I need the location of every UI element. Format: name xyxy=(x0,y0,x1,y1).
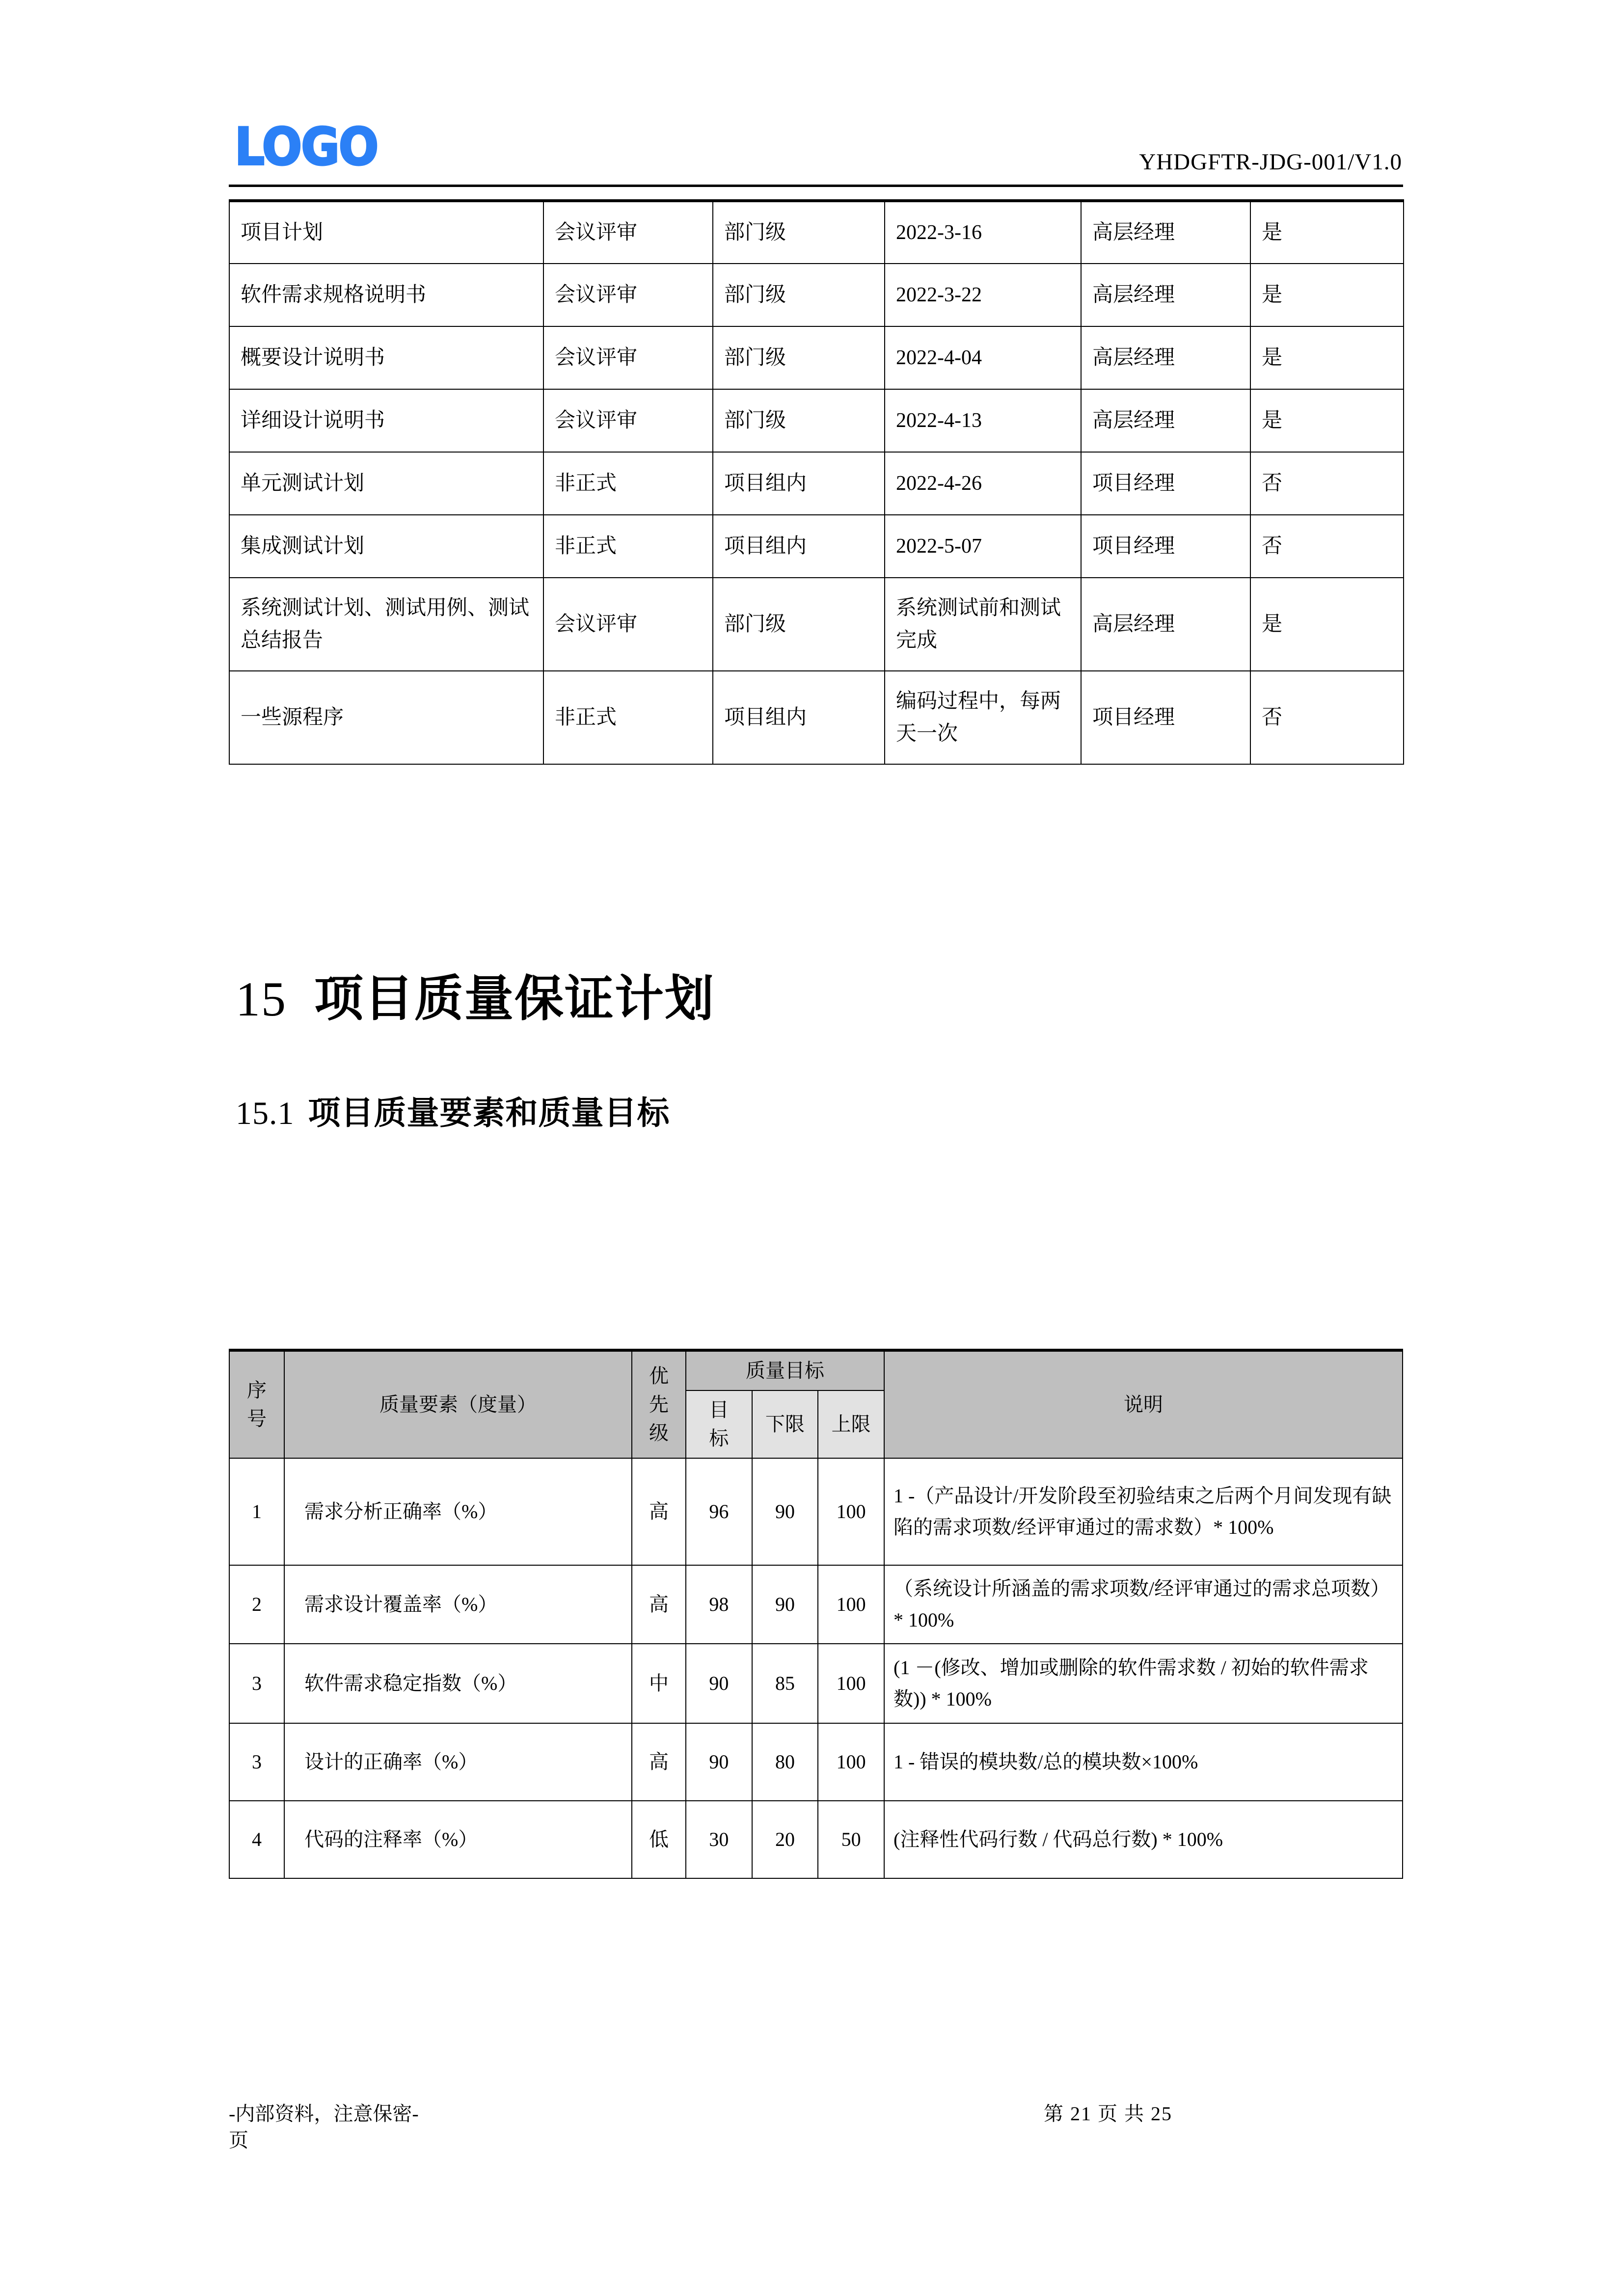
cell-deliverable: 系统测试计划、测试用例、测试总结报告 xyxy=(229,578,543,671)
cell-approver: 高层经理 xyxy=(1081,201,1250,264)
header-divider xyxy=(229,185,1403,187)
cell-required: 是 xyxy=(1250,389,1404,452)
cell-no: 3 xyxy=(229,1723,284,1801)
cell-deliverable: 软件需求规格说明书 xyxy=(229,264,543,326)
cell-required: 是 xyxy=(1250,578,1404,671)
table-row xyxy=(229,452,1404,515)
header-element: 质量要素（度量） xyxy=(284,1350,632,1458)
cell-review-type: 非正式 xyxy=(543,452,713,515)
cell-level: 项目组内 xyxy=(713,515,885,578)
cell-required: 否 xyxy=(1250,515,1404,578)
cell-required: 是 xyxy=(1250,201,1404,264)
table-row xyxy=(229,578,1404,671)
section-number: 15 xyxy=(236,972,287,1026)
cell-element: 软件需求稳定指数（%） xyxy=(284,1644,632,1723)
cell-review-type: 会议评审 xyxy=(543,326,713,389)
subsection-heading xyxy=(236,1095,670,1132)
table-row xyxy=(229,389,1404,452)
cell-approver: 高层经理 xyxy=(1081,326,1250,389)
cell-deliverable: 项目计划 xyxy=(229,201,543,264)
cell-approver: 项目经理 xyxy=(1081,452,1250,515)
cell-required: 是 xyxy=(1250,264,1404,326)
cell-description: (注释性代码行数 / 代码总行数) * 100% xyxy=(884,1801,1403,1878)
cell-date: 2022-3-22 xyxy=(885,264,1081,326)
table-row xyxy=(229,671,1404,764)
table-row xyxy=(229,1801,1403,1878)
header-target-line1: 目 xyxy=(709,1399,729,1421)
cell-lower: 90 xyxy=(752,1565,818,1644)
cell-review-type: 会议评审 xyxy=(543,264,713,326)
cell-lower: 85 xyxy=(752,1644,818,1723)
cell-lower: 20 xyxy=(752,1801,818,1878)
cell-target: 90 xyxy=(686,1723,752,1801)
cell-date: 2022-4-13 xyxy=(885,389,1081,452)
subsection-title: 项目质量要素和质量目标 xyxy=(308,1094,670,1132)
header-priority-line3: 级 xyxy=(649,1422,669,1444)
cell-level: 部门级 xyxy=(713,326,885,389)
header-no xyxy=(229,1350,284,1458)
cell-level: 部门级 xyxy=(713,201,885,264)
table-row xyxy=(229,1723,1403,1801)
cell-upper: 100 xyxy=(818,1565,884,1644)
header-description: 说明 xyxy=(884,1350,1403,1458)
cell-element: 需求设计覆盖率（%） xyxy=(284,1565,632,1644)
cell-review-type: 会议评审 xyxy=(543,389,713,452)
cell-deliverable: 详细设计说明书 xyxy=(229,389,543,452)
header-target xyxy=(686,1390,752,1458)
cell-deliverable: 集成测试计划 xyxy=(229,515,543,578)
header-no-line1: 序 xyxy=(247,1379,267,1401)
table-row xyxy=(229,201,1404,264)
cell-no: 2 xyxy=(229,1565,284,1644)
table-row xyxy=(229,326,1404,389)
cell-no: 3 xyxy=(229,1644,284,1723)
cell-approver: 项目经理 xyxy=(1081,515,1250,578)
header-no-line2: 号 xyxy=(247,1408,267,1430)
page-number: 第 21 页 共 25 xyxy=(1044,2103,1172,2125)
cell-no: 1 xyxy=(229,1458,284,1565)
table-header-row xyxy=(229,1350,1403,1390)
quality-metrics-table xyxy=(229,1349,1403,1879)
table-row xyxy=(229,264,1404,326)
cell-upper: 50 xyxy=(818,1801,884,1878)
cell-level: 部门级 xyxy=(713,389,885,452)
cell-approver: 高层经理 xyxy=(1081,578,1250,671)
cell-deliverable: 单元测试计划 xyxy=(229,452,543,515)
cell-date: 2022-3-16 xyxy=(885,201,1081,264)
cell-level: 部门级 xyxy=(713,578,885,671)
cell-target: 90 xyxy=(686,1644,752,1723)
cell-priority: 高 xyxy=(632,1723,686,1801)
cell-review-type: 会议评审 xyxy=(543,201,713,264)
company-logo: LOGO xyxy=(235,117,378,177)
cell-priority: 低 xyxy=(632,1801,686,1878)
document-id: YHDGFTR-JDG-001/V1.0 xyxy=(1139,149,1402,175)
cell-deliverable: 一些源程序 xyxy=(229,671,543,764)
cell-required: 否 xyxy=(1250,452,1404,515)
cell-level: 部门级 xyxy=(713,264,885,326)
header-priority xyxy=(632,1350,686,1458)
cell-element: 代码的注释率（%） xyxy=(284,1801,632,1878)
cell-element: 设计的正确率（%） xyxy=(284,1723,632,1801)
cell-review-type: 会议评审 xyxy=(543,578,713,671)
cell-date: 系统测试前和测试完成 xyxy=(885,578,1081,671)
header-lower: 下限 xyxy=(752,1390,818,1458)
cell-lower: 80 xyxy=(752,1723,818,1801)
cell-description: （系统设计所涵盖的需求项数/经评审通过的需求总项数）* 100% xyxy=(884,1565,1403,1644)
cell-deliverable: 概要设计说明书 xyxy=(229,326,543,389)
cell-target: 30 xyxy=(686,1801,752,1878)
cell-required: 否 xyxy=(1250,671,1404,764)
cell-description: 1 - 错误的模块数/总的模块数×100% xyxy=(884,1723,1403,1801)
header-priority-line1: 优 xyxy=(649,1365,669,1387)
cell-no: 4 xyxy=(229,1801,284,1878)
confidentiality-text: -内部资料，注意保密- xyxy=(229,2103,419,2125)
page-header xyxy=(229,110,1403,184)
cell-description: 1 -（产品设计/开发阶段至初验结束之后两个月间发现有缺陷的需求项数/经评审通过的需求数）* 100% xyxy=(884,1458,1403,1565)
cell-review-type: 非正式 xyxy=(543,515,713,578)
cell-approver: 高层经理 xyxy=(1081,389,1250,452)
cell-lower: 90 xyxy=(752,1458,818,1565)
cell-required: 是 xyxy=(1250,326,1404,389)
cell-level: 项目组内 xyxy=(713,671,885,764)
subsection-number: 15.1 xyxy=(236,1095,295,1131)
header-upper: 上限 xyxy=(818,1390,884,1458)
cell-priority: 高 xyxy=(632,1565,686,1644)
cell-priority: 高 xyxy=(632,1458,686,1565)
header-target-line2: 标 xyxy=(709,1427,729,1449)
cell-upper: 100 xyxy=(818,1458,884,1565)
cell-element: 需求分析正确率（%） xyxy=(284,1458,632,1565)
section-title: 项目质量保证计划 xyxy=(314,970,715,1027)
table-row xyxy=(229,1565,1403,1644)
header-priority-line2: 先 xyxy=(649,1393,669,1415)
cell-review-type: 非正式 xyxy=(543,671,713,764)
table-row xyxy=(229,515,1404,578)
cell-approver: 高层经理 xyxy=(1081,264,1250,326)
table-row xyxy=(229,1644,1403,1723)
confidentiality-overflow: 页 xyxy=(229,2129,248,2151)
confidentiality-notice xyxy=(229,2101,671,2154)
cell-upper: 100 xyxy=(818,1644,884,1723)
cell-date: 2022-5-07 xyxy=(885,515,1081,578)
cell-approver: 项目经理 xyxy=(1081,671,1250,764)
cell-date: 编码过程中，每两天一次 xyxy=(885,671,1081,764)
review-plan-table xyxy=(229,199,1404,765)
cell-level: 项目组内 xyxy=(713,452,885,515)
cell-description: (1 －(修改、增加或删除的软件需求数 / 初始的软件需求数)) * 100% xyxy=(884,1644,1403,1723)
cell-upper: 100 xyxy=(818,1723,884,1801)
table-row xyxy=(229,1458,1403,1565)
cell-priority: 中 xyxy=(632,1644,686,1723)
header-goal-group: 质量目标 xyxy=(686,1350,884,1390)
cell-date: 2022-4-04 xyxy=(885,326,1081,389)
section-heading xyxy=(236,972,715,1026)
cell-target: 98 xyxy=(686,1565,752,1644)
cell-target: 96 xyxy=(686,1458,752,1565)
cell-date: 2022-4-26 xyxy=(885,452,1081,515)
